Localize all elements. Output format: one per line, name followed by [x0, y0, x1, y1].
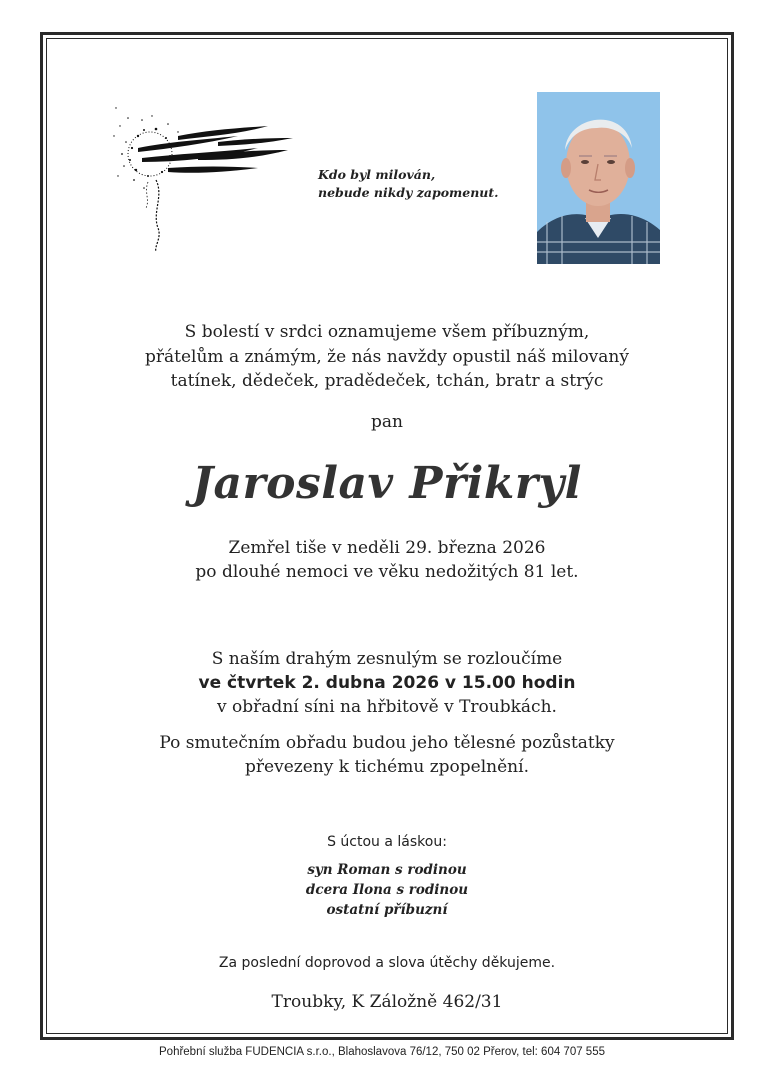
funeral-date: ve čtvrtek 2. dubna 2026 v 15.00 hodin — [198, 673, 576, 693]
portrait-photo — [537, 92, 660, 264]
funeral-line-3: v obřadní síni na hřbitově v Troubkách. — [217, 697, 557, 717]
funeral-service-footer: Pohřební služba FUDENCIA s.r.o., Blahoslavova 76/12, 750 02 Přerov, tel: 604 707 555 — [159, 1046, 605, 1058]
respect-line: S úctou a láskou: — [327, 834, 447, 850]
mourner-item: syn Roman s rodinou — [307, 862, 467, 878]
death-info — [60, 536, 714, 584]
announcement-line-3: tatínek, dědeček, pradědeček, tchán, bratr a strýc — [170, 371, 604, 391]
death-line-2: po dlouhé nemoci ve věku nedožitých 81 let. — [195, 562, 579, 582]
funeral-line-1: S naším drahým zesnulým se rozloučíme — [211, 649, 563, 669]
motto-line-1: Kdo byl milován, — [318, 167, 436, 182]
deceased-name: Jaroslav Přikryl — [192, 458, 582, 509]
motto — [318, 166, 528, 202]
remains-line-2: převezeny k tichému zpopelnění. — [245, 757, 529, 777]
remains-line-1: Po smutečním obřadu budou jeho tělesné pozůstatky — [159, 733, 615, 753]
death-line-1: Zemřel tiše v neděli 29. března 2026 — [228, 538, 546, 558]
thanks-line: Za poslední doprovod a slova útěchy děkujeme. — [218, 955, 556, 971]
motto-line-2: nebude nikdy zapomenut. — [318, 185, 499, 200]
funeral-info — [60, 647, 714, 719]
announcement-text — [60, 320, 714, 394]
announcement-line-1: S bolestí v srdci oznamujeme všem příbuzným, — [184, 322, 590, 342]
honorific: pan — [371, 412, 403, 432]
announcement-line-2: přátelům a známým, že nás navždy opustil náš milovaný — [145, 346, 629, 367]
sun-ornament-icon — [108, 96, 298, 256]
mourner-item: ostatní příbuzní — [326, 902, 448, 918]
family-address: Troubky, K Záložně 462/31 — [271, 992, 503, 1012]
mourners-list — [60, 860, 714, 920]
mourner-item: dcera Ilona s rodinou — [305, 882, 469, 898]
remains-info — [60, 731, 714, 779]
